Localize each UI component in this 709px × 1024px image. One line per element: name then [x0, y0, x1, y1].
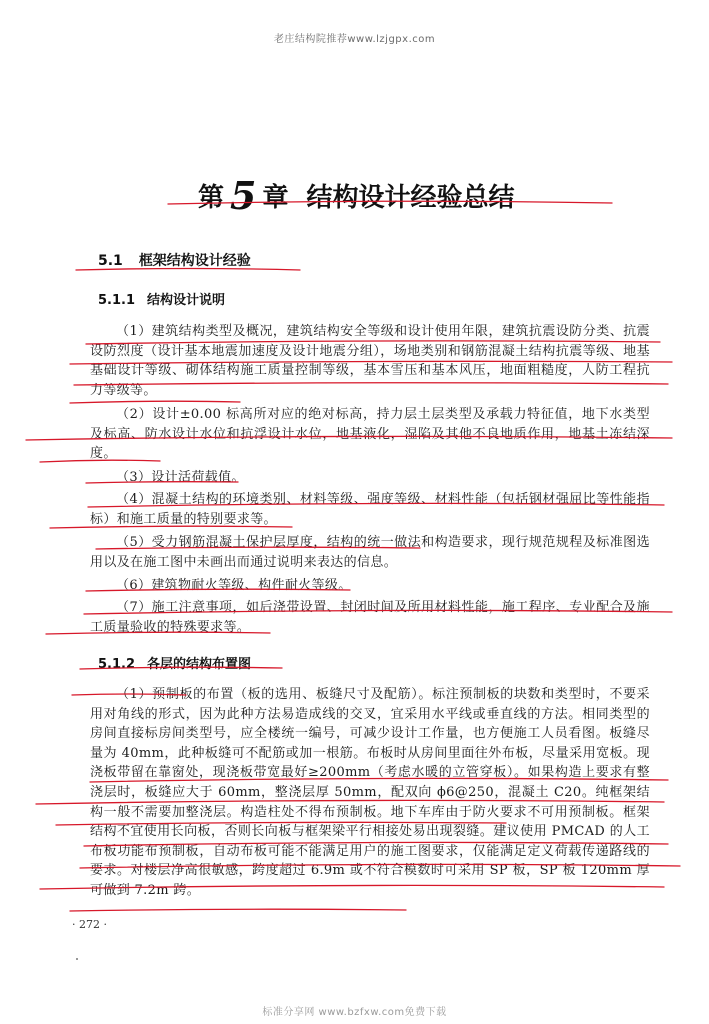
chapter-number: 5 [230, 173, 257, 218]
chapter-prefix: 第 [198, 183, 225, 213]
paragraph-item: （6）建筑物耐火等级、构件耐火等级。 [116, 578, 352, 593]
paragraph-item: （7）施工注意事项，如后浇带设置、封闭时间及所用材料性能，施工程序、专业配合及施工质量验收的特殊要求等。 [90, 600, 650, 635]
subsection-number: 5.1.2 [98, 657, 136, 672]
annotation-underline [70, 909, 406, 911]
subsection-title: 各层的结构布置图 [147, 657, 252, 672]
paragraph-item: （2）设计±0.00 标高所对应的绝对标高，持力层土层类型及承载力特征值，地下水类型及标高、防水设计水位和抗浮设计水位，地基液化，湿陷及其他不良地质作用，地基土冻结深度。 [90, 407, 650, 462]
paragraph-item: （1）预制板的布置（板的选用、板缝尺寸及配筋）。标注预制板的块数和类型时，不要采用对角线的形式，因为此种方法易造成线的交叉，宜采用水平线或垂直线的方法。相同类型的房间直接标房间类型号，应全楼统一编号，可减少设计工作量，也方便施工人员看图。板缝尽量为 40mm，此种板缝可不配筋或加一根筋。布板时从房间里面往外布板，尽量采用宽板。现浇板带留在靠窗处，现浇板带宽最好≥200mm（考虑水暖的立管穿板）。如果构造上要求有整浇层时，板缝应大于 60mm，整浇层厚 50mm，配双向 ϕ6@250，混凝土 C20。纯框架结构一般不需要加整浇层。构造柱处不得布预制板。地下车库由于防火要求不可用预制板。框架结构不宜使用长向板，否则长向板与框架梁平行相接处易出现裂缝。建议使用 PMCAD 的人工布板功能布预制板，自动布板可能不能满足用户的施工图要求，仅能满足定义荷载传递路线的要求。对楼层净高很敏感，跨度超过 6.9m 或不符合模数时可采用 SP 板，SP 板 120mm 厚可做到 7.2m 跨。 [90, 687, 650, 898]
header-watermark: 老庄结构院推荐www.lzjgpx.com [273, 34, 436, 45]
subsection-heading [98, 653, 251, 672]
chapter-heading [198, 170, 515, 218]
chapter-title: 结构设计经验总结 [306, 183, 515, 213]
section-number: 5.1 [98, 253, 123, 269]
chapter-suffix: 章 [262, 183, 289, 213]
paragraph-item: （5）受力钢筋混凝土保护层厚度，结构的统一做法和构造要求，现行规范规程及标准图选用以及在施工图中未画出而通过说明来表达的信息。 [90, 535, 650, 570]
paragraph-item: （4）混凝土结构的环境类别、材料等级、强度等级、材料性能（包括钢材强屈比等性能指标）和施工质量的特别要求等。 [90, 492, 650, 527]
paragraph-item: （1）建筑结构类型及概况，建筑结构安全等级和设计使用年限，建筑抗震设防分类、抗震设防烈度（设计基本地震加速度及设计地震分组），场地类别和钢筋混凝土结构抗震等级、地基基础设计等级、砌体结构施工质量控制等级，基本雪压和基本风压，地面粗糙度，人防工程抗力等级等。 [90, 324, 650, 398]
page-number: · 272 · [72, 918, 107, 931]
subsection-heading [98, 289, 225, 308]
subsection-number: 5.1.1 [98, 293, 136, 308]
paragraph-item: （3）设计活荷载值。 [116, 470, 245, 485]
annotation-underline [70, 401, 240, 403]
footer-watermark: 标准分享网 www.bzfxw.com免费下载 [262, 1007, 447, 1018]
section-heading [98, 250, 251, 270]
subsection-title: 结构设计说明 [147, 293, 226, 308]
scan-speck [76, 958, 78, 960]
section-title: 框架结构设计经验 [138, 253, 251, 269]
